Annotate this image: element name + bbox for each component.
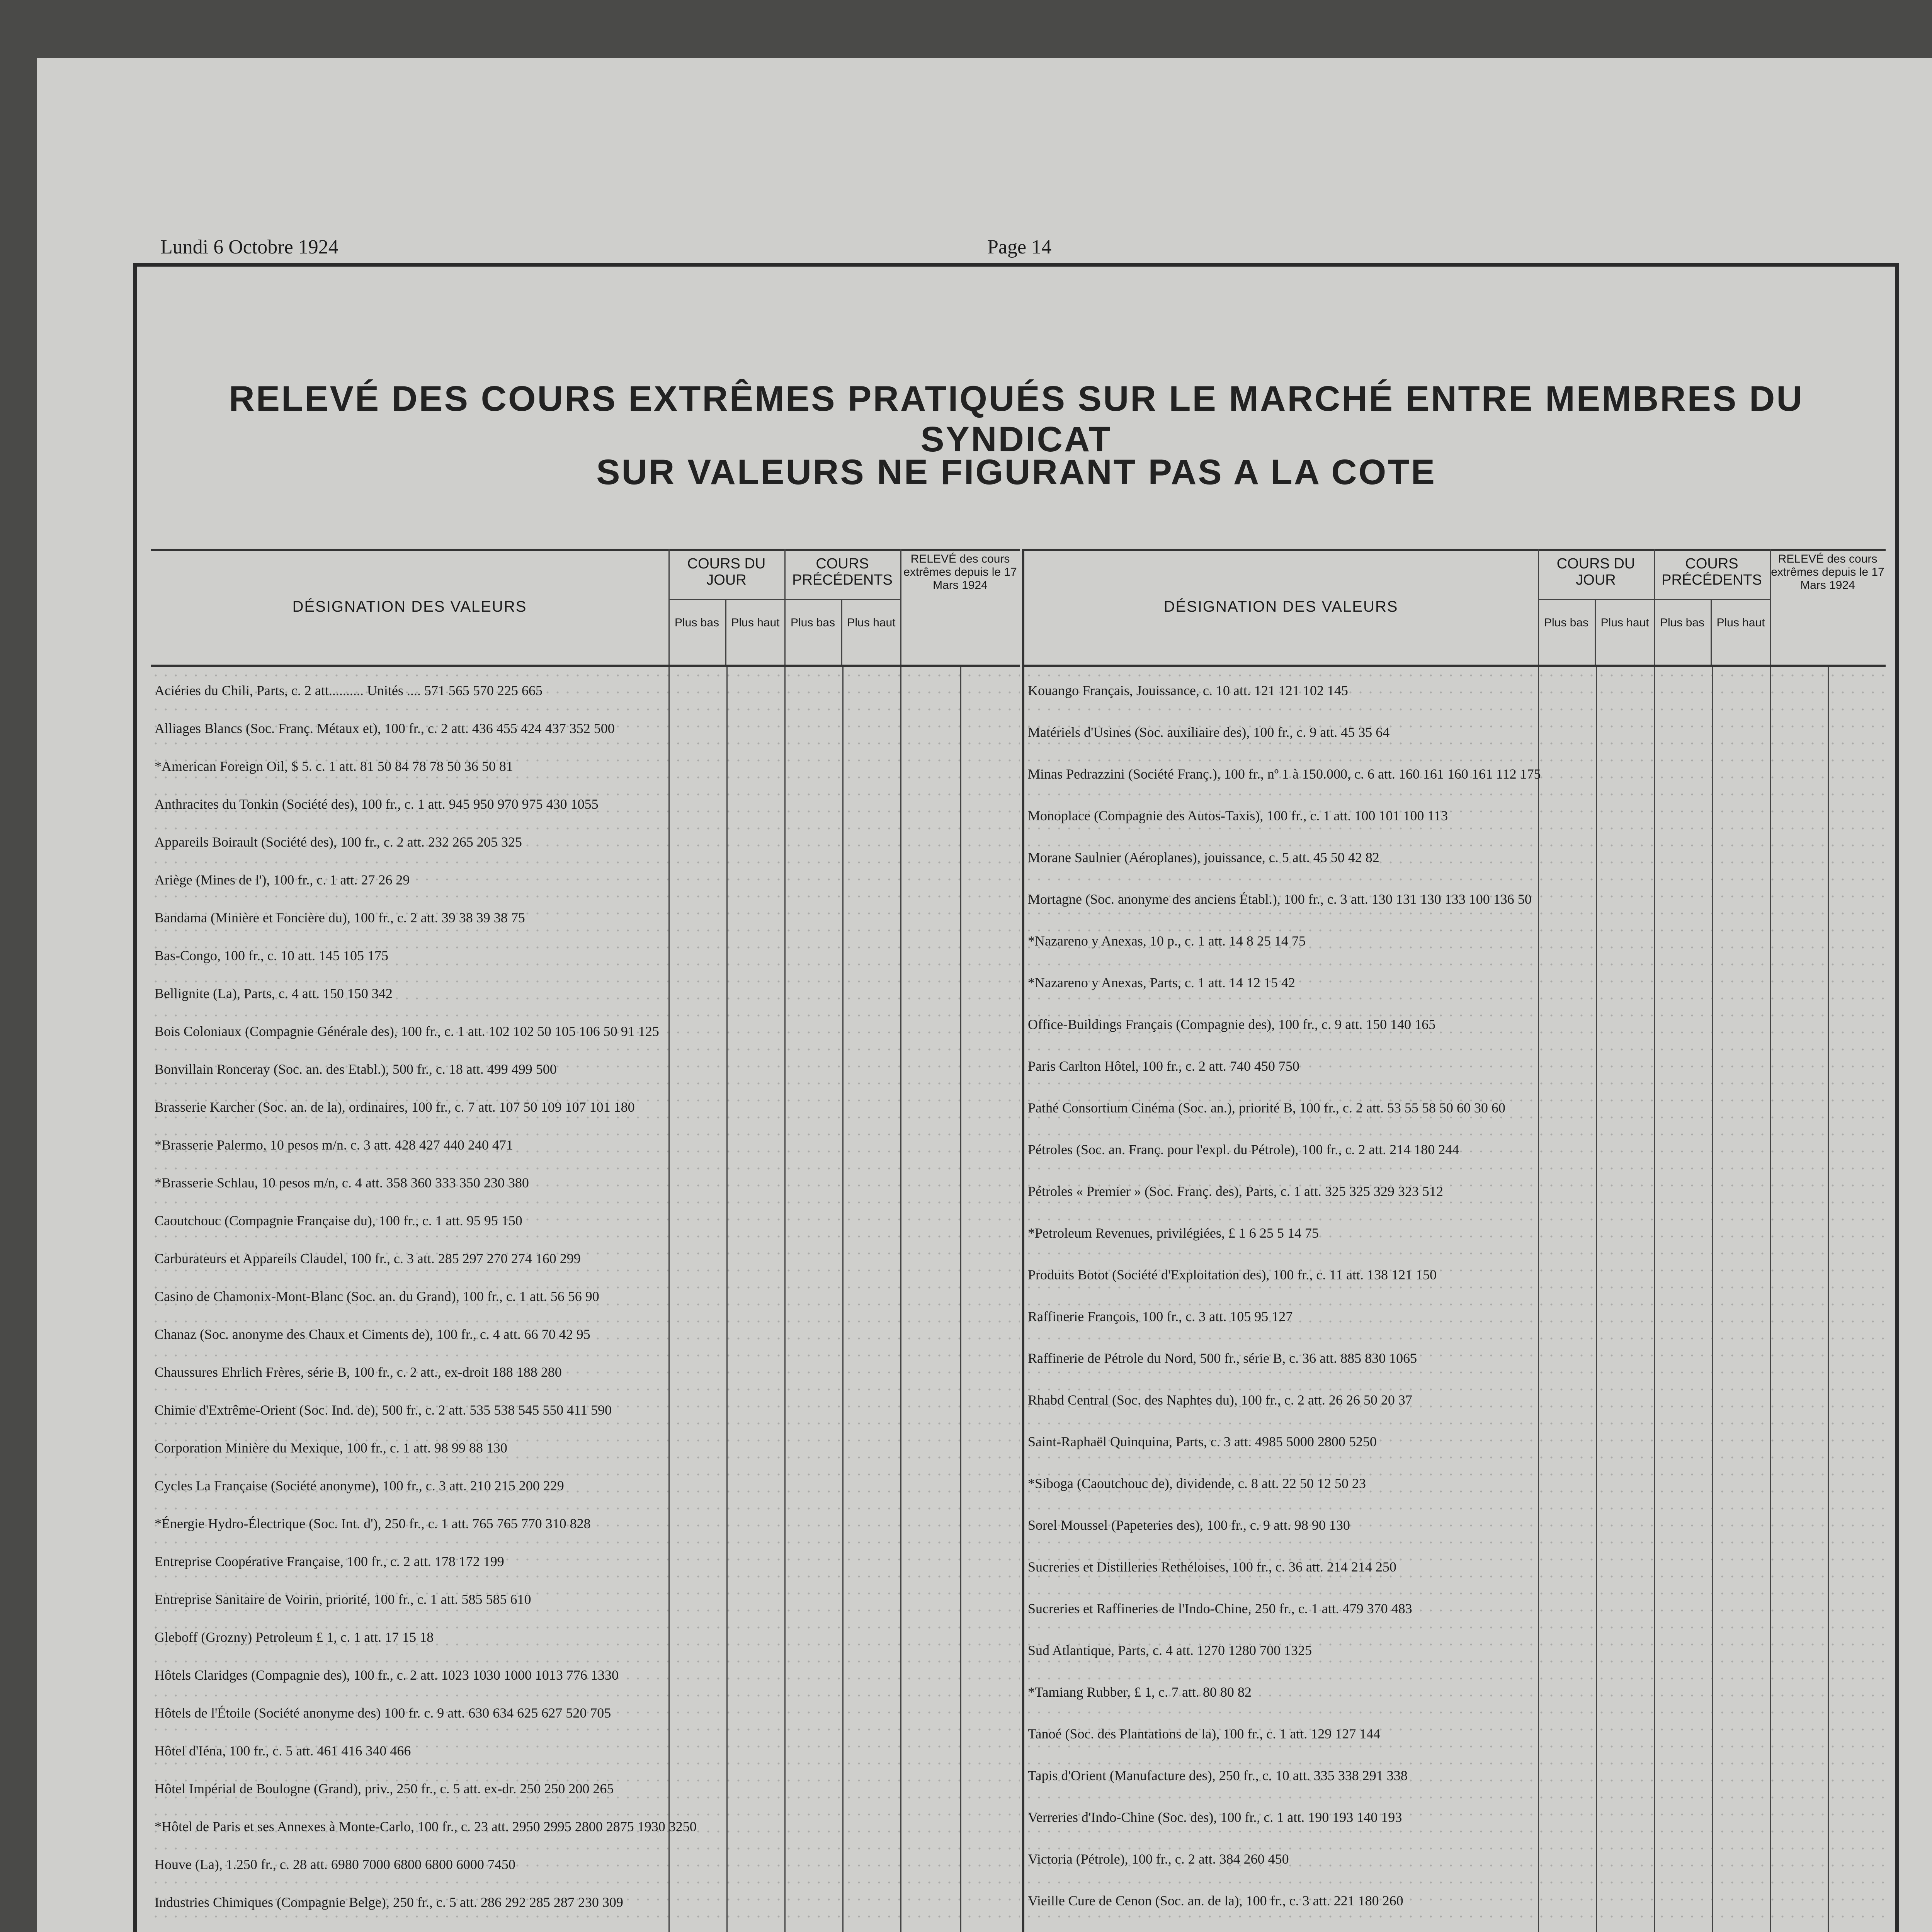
table-row: Tapis d'Orient (Manufacture des), 250 fr., c. 10 att. 335 338 291 338 bbox=[1028, 1768, 1408, 1783]
table-row: Bellignite (La), Parts, c. 4 att. 150 150 342 bbox=[155, 986, 393, 1001]
table-row: Houve (La), 1.250 fr., c. 28 att. 6980 7000 6800 6800 6000 7450 bbox=[155, 1857, 515, 1872]
table-row: Bandama (Minière et Foncière du), 100 fr., c. 2 att. 39 38 39 38 75 bbox=[155, 910, 525, 925]
col-designation-left: DÉSIGNATION DES VALEURS bbox=[151, 549, 670, 665]
releve-subtitle: SUR VALEURS NE FIGURANT PAS A LA COTE bbox=[596, 452, 1436, 492]
table-row: Produits Botot (Société d'Exploitation des), 100 fr., c. 11 att. 138 121 150 bbox=[1028, 1267, 1437, 1282]
newspaper-page bbox=[37, 58, 1932, 1932]
page-frame bbox=[133, 263, 1899, 1932]
table-row: Raffinerie François, 100 fr., c. 3 att. 105 95 127 bbox=[1028, 1309, 1293, 1324]
table-row: *Brasserie Schlau, 10 pesos m/n, c. 4 att. 358 360 333 350 230 380 bbox=[155, 1175, 529, 1190]
table-row: *Énergie Hydro-Électrique (Soc. Int. d'), 250 fr., c. 1 att. 765 765 770 310 828 bbox=[155, 1516, 591, 1531]
table-row: *Brasserie Palermo, 10 pesos m/n. c. 3 att. 428 427 440 240 471 bbox=[155, 1137, 513, 1153]
table-row: Bonvillain Ronceray (Soc. an. des Etabl.), 500 fr., c. 18 att. 499 499 500 bbox=[155, 1061, 557, 1077]
table-row: Bas-Congo, 100 fr., c. 10 att. 145 105 175 bbox=[155, 948, 388, 963]
table-row: Brasserie Karcher (Soc. an. de la), ordinaires, 100 fr., c. 7 att. 107 50 109 107 101 180 bbox=[155, 1099, 635, 1115]
table-row: *American Foreign Oil, $ 5. c. 1 att. 81 50 84 78 78 50 36 50 81 bbox=[155, 759, 513, 774]
table-row: *Hôtel de Paris et ses Annexes à Monte-Carlo, 100 fr., c. 23 att. 2950 2995 2800 2875 1930 3250 bbox=[155, 1819, 697, 1834]
table-row: Mortagne (Soc. anonyme des anciens Établ.), 100 fr., c. 3 att. 130 131 130 133 100 136 50 bbox=[1028, 891, 1532, 907]
table-row: Saint-Raphaël Quinquina, Parts, c. 3 att. 4985 5000 2800 5250 bbox=[1028, 1434, 1377, 1449]
table-row: Hôtels de l'Étoile (Société anonyme des) 100 fr. c. 9 att. 630 634 625 627 520 705 bbox=[155, 1705, 611, 1721]
table-row: Anthracites du Tonkin (Société des), 100 fr., c. 1 att. 945 950 970 975 430 1055 bbox=[155, 796, 599, 812]
table-row: Cycles La Française (Société anonyme), 100 fr., c. 3 att. 210 215 200 229 bbox=[155, 1478, 564, 1493]
col-releve-right: RELEVÉ des cours extrêmes depuis le 17 Mars 1924 bbox=[1771, 553, 1884, 592]
table-row: Appareils Boirault (Société des), 100 fr., c. 2 att. 232 265 205 325 bbox=[155, 834, 522, 850]
col-cours-jour-right: COURS DU JOUR Plus bas Plus haut bbox=[1538, 549, 1655, 665]
table-row: Verreries d'Indo-Chine (Soc. des), 100 fr., c. 1 att. 190 193 140 193 bbox=[1028, 1810, 1402, 1825]
col-cours-jour-left: COURS DU JOUR Plus bas Plus haut bbox=[668, 549, 786, 665]
table-row: Paris Carlton Hôtel, 100 fr., c. 2 att. 740 450 750 bbox=[1028, 1058, 1299, 1074]
table-row: Raffinerie de Pétrole du Nord, 500 fr., série B, c. 36 att. 885 830 1065 bbox=[1028, 1350, 1417, 1366]
table-row: Minas Pedrazzini (Société Franç.), 100 fr., nº 1 à 150.000, c. 6 att. 160 161 160 161 112 175 bbox=[1028, 766, 1541, 782]
table-row: Chimie d'Extrême-Orient (Soc. Ind. de), 500 fr., c. 2 att. 535 538 545 550 411 590 bbox=[155, 1402, 612, 1418]
table-row: Chaussures Ehrlich Frères, série B, 100 fr., c. 2 att., ex-droit 188 188 280 bbox=[155, 1364, 562, 1380]
table-row: Pétroles (Soc. an. Franç. pour l'expl. du Pétrole), 100 fr., c. 2 att. 214 180 244 bbox=[1028, 1142, 1459, 1157]
col-designation-right: DÉSIGNATION DES VALEURS bbox=[1024, 549, 1539, 665]
table-row: Chanaz (Soc. anonyme des Chaux et Ciments de), 100 fr., c. 4 att. 66 70 42 95 bbox=[155, 1327, 590, 1342]
table-row: Tanoé (Soc. des Plantations de la), 100 fr., c. 1 att. 129 127 144 bbox=[1028, 1726, 1381, 1742]
table-row: Kouango Français, Jouissance, c. 10 att. 121 121 102 145 bbox=[1028, 683, 1348, 698]
table-row: Sud Atlantique, Parts, c. 4 att. 1270 1280 700 1325 bbox=[1028, 1643, 1312, 1658]
table-row: *Tamiang Rubber, £ 1, c. 7 att. 80 80 82 bbox=[1028, 1684, 1252, 1700]
table-row: Victoria (Pétrole), 100 fr., c. 2 att. 384 260 450 bbox=[1028, 1851, 1289, 1867]
table-row: Sorel Moussel (Papeteries des), 100 fr., c. 9 att. 98 90 130 bbox=[1028, 1517, 1350, 1533]
table-row: Matériels d'Usines (Soc. auxiliaire des), 100 fr., c. 9 att. 45 35 64 bbox=[1028, 724, 1390, 740]
col-releve-left: RELEVÉ des cours extrêmes depuis le 17 Mars 1924 bbox=[903, 553, 1017, 592]
table-row: Pétroles « Premier » (Soc. Franç. des), Parts, c. 1 att. 325 325 329 323 512 bbox=[1028, 1184, 1443, 1199]
table-row: Casino de Chamonix-Mont-Blanc (Soc. an. du Grand), 100 fr., c. 1 att. 56 56 90 bbox=[155, 1289, 599, 1304]
table-row: Hôtel Impérial de Boulogne (Grand), priv., 250 fr., c. 5 att. ex-dr. 250 250 200 265 bbox=[155, 1781, 614, 1796]
table-row: Sucreries et Raffineries de l'Indo-Chine, 250 fr., c. 1 att. 479 370 483 bbox=[1028, 1601, 1412, 1616]
table-row: Pathé Consortium Cinéma (Soc. an.), priorité B, 100 fr., c. 2 att. 53 55 58 50 60 30 60 bbox=[1028, 1100, 1505, 1116]
releve-table-left bbox=[151, 549, 1020, 1932]
table-row: *Siboga (Caoutchouc de), dividende, c. 8 att. 22 50 12 50 23 bbox=[1028, 1476, 1366, 1491]
table-row: Sucreries et Distilleries Rethéloises, 100 fr., c. 36 att. 214 214 250 bbox=[1028, 1559, 1396, 1575]
table-row: Aciéries du Chili, Parts, c. 2 att.......... Unités .... 571 565 570 225 665 bbox=[155, 683, 543, 698]
table-row: Ariège (Mines de l'), 100 fr., c. 1 att. 27 26 29 bbox=[155, 872, 410, 888]
table-row: *Petroleum Revenues, privilégiées, £ 1 6 25 5 14 75 bbox=[1028, 1225, 1319, 1241]
col-cours-prec-right: COURS PRÉCÉDENTS Plus bas Plus haut bbox=[1654, 549, 1771, 665]
table-row: Hôtels Claridges (Compagnie des), 100 fr., c. 2 att. 1023 1030 1000 1013 776 1330 bbox=[155, 1667, 619, 1683]
issue-date: Lundi 6 Octobre 1924 bbox=[160, 236, 338, 258]
table-row: Hôtel d'Iéna, 100 fr., c. 5 att. 461 416 340 466 bbox=[155, 1743, 411, 1759]
table-row: Corporation Minière du Mexique, 100 fr., c. 1 att. 98 99 88 130 bbox=[155, 1440, 507, 1456]
table-row: Entreprise Coopérative Française, 100 fr., c. 2 att. 178 172 199 bbox=[155, 1554, 504, 1569]
releve-table-right bbox=[1024, 549, 1886, 1932]
table-row: Gleboff (Grozny) Petroleum £ 1, c. 1 att. 17 15 18 bbox=[155, 1629, 434, 1645]
table-row: Carburateurs et Appareils Claudel, 100 fr., c. 3 att. 285 297 270 274 160 299 bbox=[155, 1251, 581, 1266]
table-row: Monoplace (Compagnie des Autos-Taxis), 100 fr., c. 1 att. 100 101 100 113 bbox=[1028, 808, 1448, 823]
table-row: Alliages Blancs (Soc. Franç. Métaux et), 100 fr., c. 2 att. 436 455 424 437 352 500 bbox=[155, 721, 615, 736]
table-row: Entreprise Sanitaire de Voirin, priorité, 100 fr., c. 1 att. 585 585 610 bbox=[155, 1592, 531, 1607]
table-row: Rhabd Central (Soc. des Naphtes du), 100 fr., c. 2 att. 26 26 50 20 37 bbox=[1028, 1392, 1412, 1408]
table-row: Vieille Cure de Cenon (Soc. an. de la), 100 fr., c. 3 att. 221 180 260 bbox=[1028, 1893, 1403, 1908]
page-number: Page 14 bbox=[987, 236, 1052, 258]
table-row: *Nazareno y Anexas, Parts, c. 1 att. 14 12 15 42 bbox=[1028, 975, 1295, 990]
table-row: Office-Buildings Français (Compagnie des), 100 fr., c. 9 att. 150 140 165 bbox=[1028, 1017, 1436, 1032]
table-row: Caoutchouc (Compagnie Française du), 100 fr., c. 1 att. 95 95 150 bbox=[155, 1213, 522, 1228]
releve-title: RELEVÉ DES COURS EXTRÊMES PRATIQUÉS SUR LE MARCHÉ ENTRE MEMBRES DU SYNDICAT bbox=[229, 379, 1804, 459]
table-row: Morane Saulnier (Aéroplanes), jouissance, c. 5 att. 45 50 42 82 bbox=[1028, 850, 1379, 865]
table-row: Industries Chimiques (Compagnie Belge), 250 fr., c. 5 att. 286 292 285 287 230 309 bbox=[155, 1895, 623, 1910]
table-row: *Nazareno y Anexas, 10 p., c. 1 att. 14 8 25 14 75 bbox=[1028, 933, 1306, 949]
table-row: Bois Coloniaux (Compagnie Générale des), 100 fr., c. 1 att. 102 102 50 105 106 50 91 125 bbox=[155, 1024, 659, 1039]
col-cours-prec-left: COURS PRÉCÉDENTS Plus bas Plus haut bbox=[784, 549, 901, 665]
